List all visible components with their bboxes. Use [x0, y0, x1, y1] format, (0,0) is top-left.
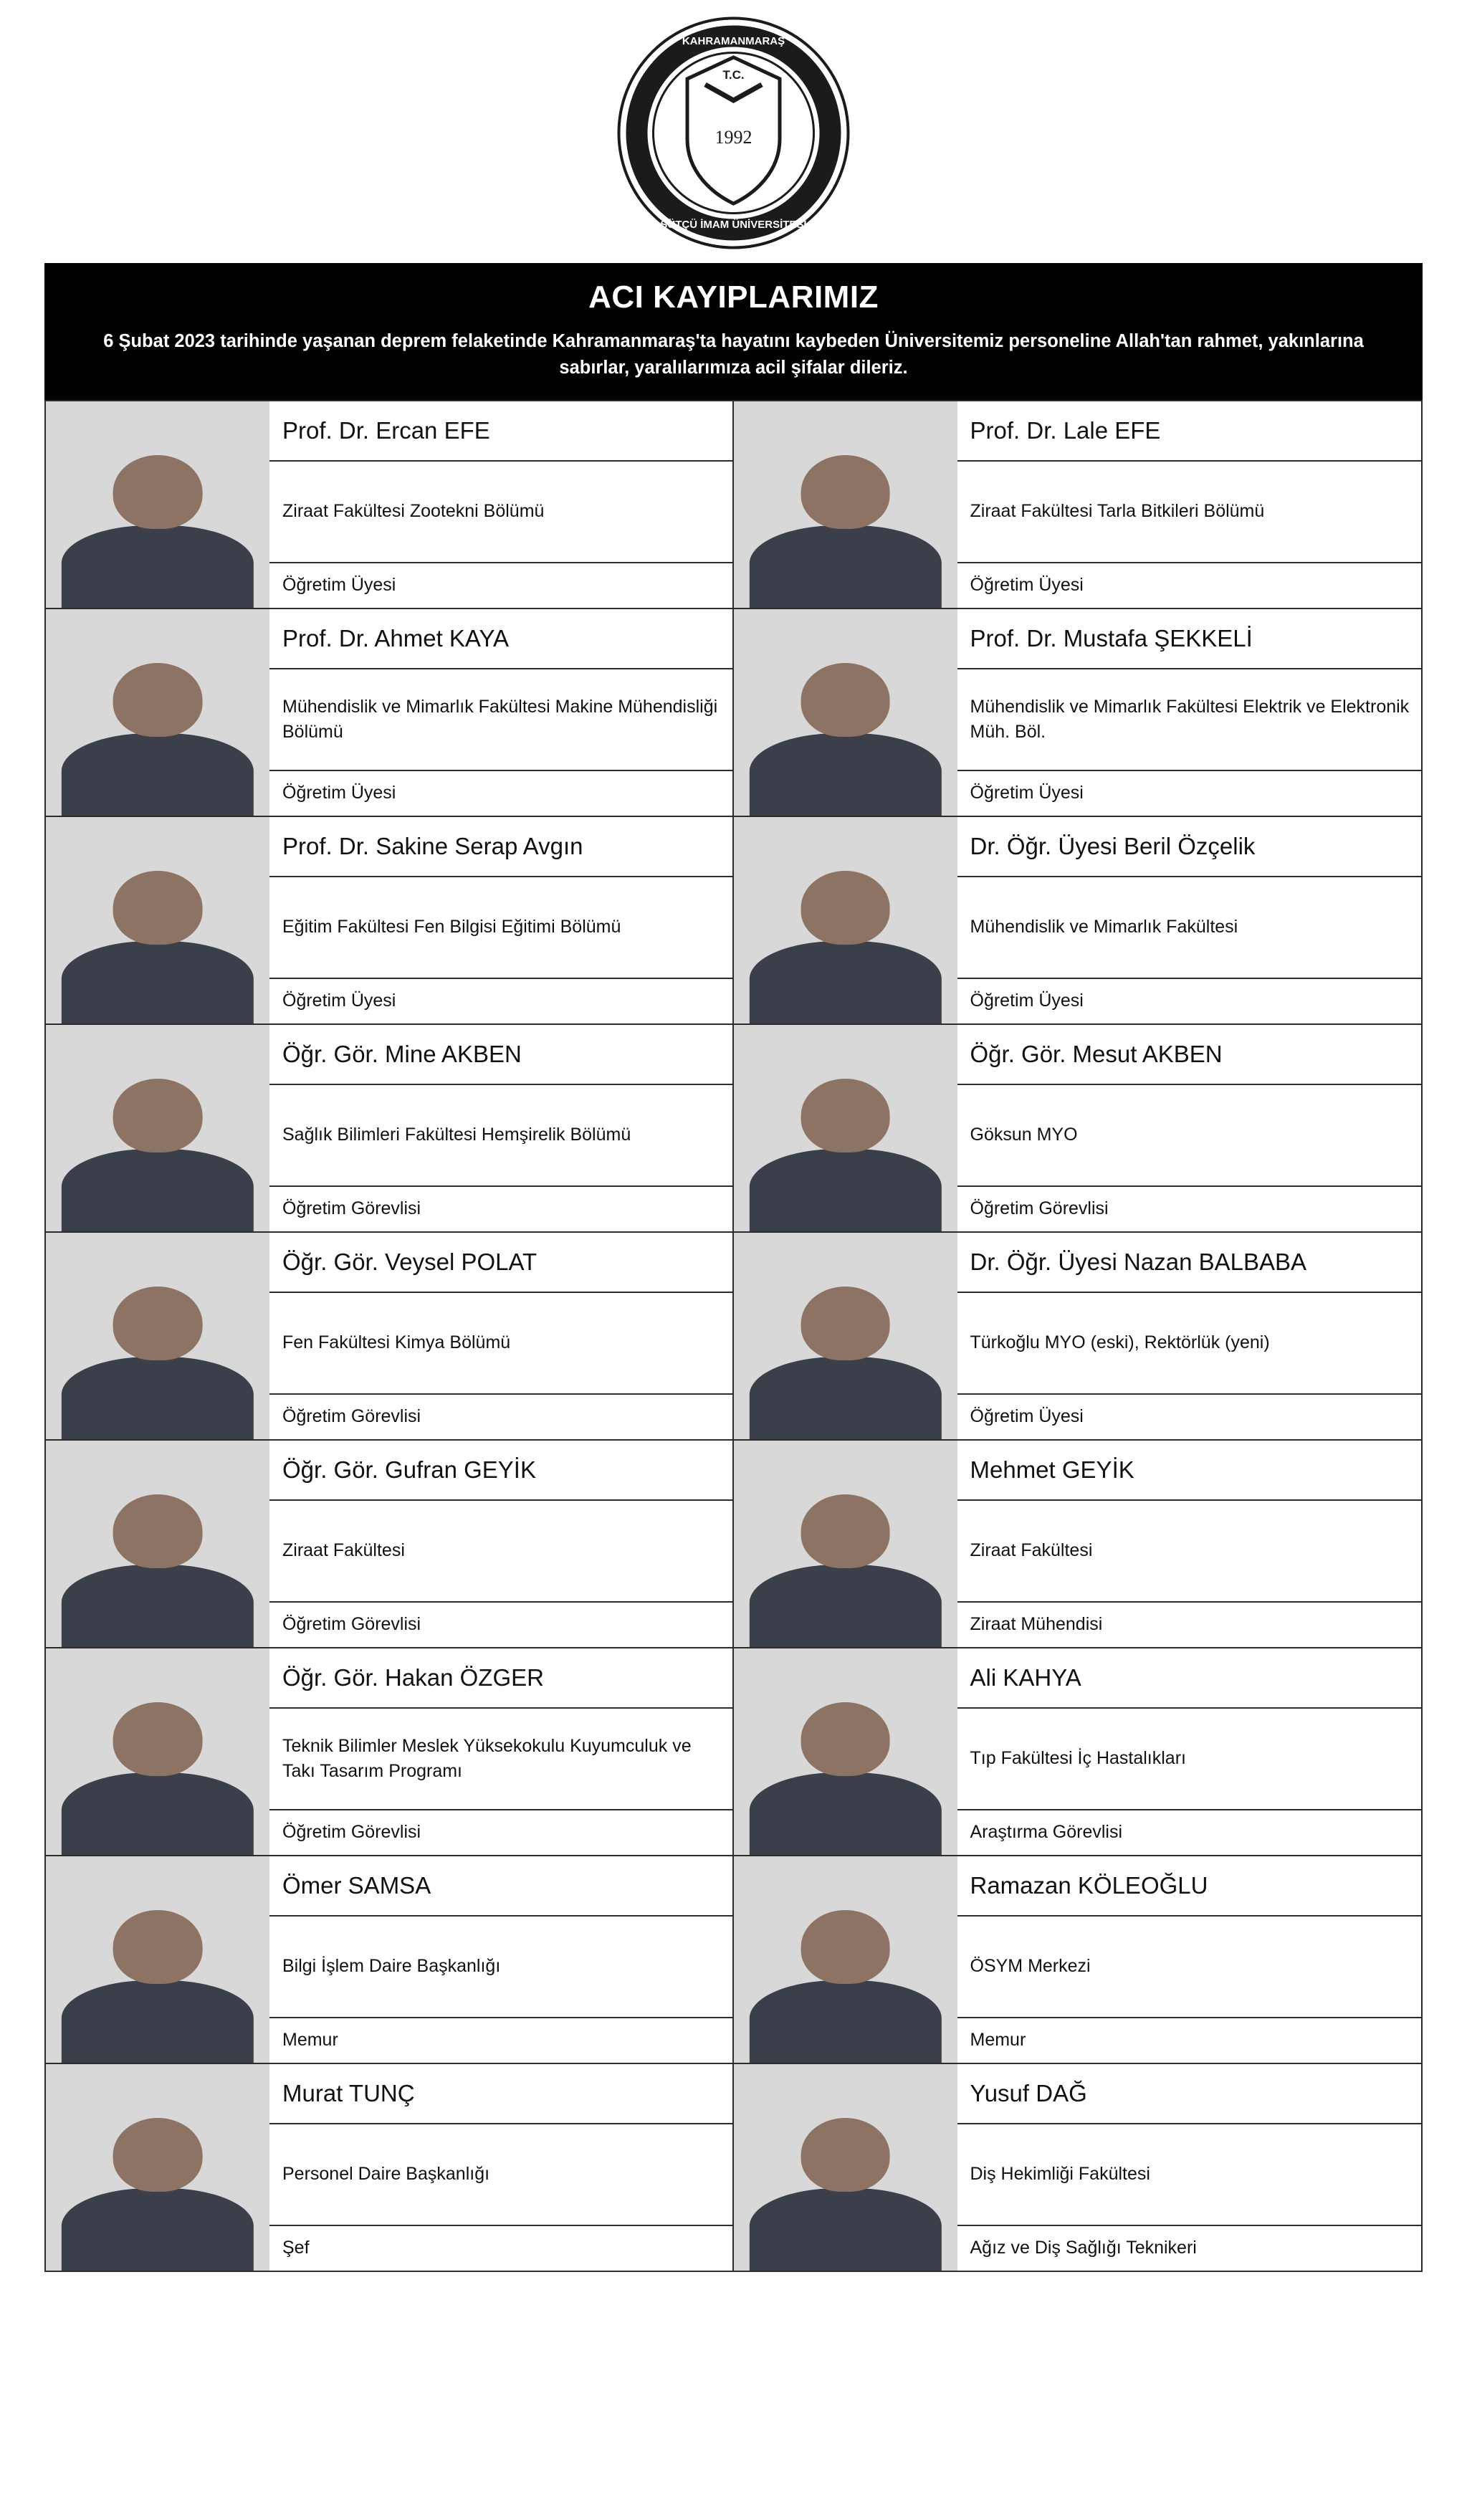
person-card [46, 1439, 734, 1647]
person-card [734, 816, 1422, 1023]
person-department: Diş Hekimliği Fakültesi [957, 2124, 1422, 2226]
person-card [734, 2063, 1422, 2271]
person-department: Bilgi İşlem Daire Başkanlığı [269, 1917, 732, 2018]
person-info [269, 817, 732, 1023]
person-card [734, 608, 1422, 816]
person-title: Öğretim Üyesi [970, 783, 1084, 803]
person-photo [734, 609, 957, 816]
person-department: Ziraat Fakültesi Tarla Bitkileri Bölümü [957, 462, 1422, 563]
person-photo [734, 817, 957, 1023]
person-photo [734, 1856, 957, 2063]
person-name: Dr. Öğr. Üyesi Beril Özçelik [957, 817, 1422, 877]
person-name: Ömer SAMSA [269, 1856, 732, 1917]
person-title: Öğretim Görevlisi [282, 1198, 421, 1219]
person-title: Şef [282, 2238, 310, 2258]
person-name: Öğr. Gör. Hakan ÖZGER [269, 1648, 732, 1709]
person-photo [734, 1233, 957, 1439]
person-title: Memur [970, 2030, 1026, 2051]
person-card [46, 1231, 734, 1439]
person-title: Öğretim Görevlisi [282, 1822, 421, 1843]
person-photo [46, 1648, 269, 1855]
person-name: Ali KAHYA [957, 1648, 1422, 1709]
person-info [957, 609, 1422, 816]
person-name: Mehmet GEYİK [957, 1441, 1422, 1501]
person-info [269, 401, 732, 608]
person-info [957, 817, 1422, 1023]
person-department: Teknik Bilimler Meslek Yüksekokulu Kuyumculuk ve Takı Tasarım Programı [269, 1709, 732, 1810]
person-card [734, 1855, 1422, 2063]
person-info [957, 1856, 1422, 2063]
university-seal-icon [613, 13, 854, 253]
person-info [269, 1233, 732, 1439]
person-photo [46, 401, 269, 608]
person-card [734, 1647, 1422, 1855]
person-name: Öğr. Gör. Gufran GEYİK [269, 1441, 732, 1501]
person-card [734, 1023, 1422, 1231]
person-title: Ağız ve Diş Sağlığı Teknikeri [970, 2238, 1197, 2258]
person-name: Prof. Dr. Lale EFE [957, 401, 1422, 462]
person-photo [734, 1648, 957, 1855]
person-photo [46, 1233, 269, 1439]
person-name: Öğr. Gör. Mesut AKBEN [957, 1025, 1422, 1085]
person-info [269, 2064, 732, 2271]
person-title: Araştırma Görevlisi [970, 1822, 1123, 1843]
person-photo [46, 2064, 269, 2271]
person-title: Öğretim Görevlisi [282, 1406, 421, 1427]
person-photo [46, 1025, 269, 1231]
person-department: Personel Daire Başkanlığı [269, 2124, 732, 2226]
person-title: Öğretim Üyesi [282, 991, 396, 1011]
person-card [734, 1439, 1422, 1647]
person-card [46, 2063, 734, 2271]
person-info [269, 1025, 732, 1231]
person-photo [46, 817, 269, 1023]
logo-area [0, 0, 1467, 263]
person-department: Eğitim Fakültesi Fen Bilgisi Eğitimi Bölümü [269, 877, 732, 979]
person-title: Ziraat Mühendisi [970, 1614, 1103, 1635]
person-info [957, 1025, 1422, 1231]
person-info [269, 1441, 732, 1647]
person-info [269, 609, 732, 816]
person-info [269, 1648, 732, 1855]
person-photo [734, 401, 957, 608]
person-title: Öğretim Görevlisi [282, 1614, 421, 1635]
person-card [46, 400, 734, 608]
page-title: ACI KAYIPLARIMIZ [588, 280, 879, 315]
header-banner [44, 263, 1423, 400]
person-photo [734, 1025, 957, 1231]
person-info [957, 1233, 1422, 1439]
person-card [734, 1231, 1422, 1439]
person-title: Öğretim Üyesi [970, 575, 1084, 596]
svg-text:T.C.: T.C. [722, 68, 745, 82]
person-department: Ziraat Fakültesi Zootekni Bölümü [269, 462, 732, 563]
person-card [46, 1647, 734, 1855]
person-card [46, 1855, 734, 2063]
person-card [46, 1023, 734, 1231]
person-photo [46, 1441, 269, 1647]
person-info [957, 2064, 1422, 2271]
person-title: Öğretim Üyesi [282, 783, 396, 803]
person-name: Prof. Dr. Sakine Serap Avgın [269, 817, 732, 877]
person-info [957, 1441, 1422, 1647]
person-photo [734, 1441, 957, 1647]
person-department: Türkoğlu MYO (eski), Rektörlük (yeni) [957, 1293, 1422, 1395]
person-name: Öğr. Gör. Mine AKBEN [269, 1025, 732, 1085]
person-title: Öğretim Görevlisi [970, 1198, 1109, 1219]
person-department: Tıp Fakültesi İç Hastalıkları [957, 1709, 1422, 1810]
people-grid [44, 400, 1423, 2272]
person-title: Öğretim Üyesi [970, 1406, 1084, 1427]
person-department: Ziraat Fakültesi [957, 1501, 1422, 1603]
person-name: Prof. Dr. Ercan EFE [269, 401, 732, 462]
person-name: Öğr. Gör. Veysel POLAT [269, 1233, 732, 1293]
person-info [269, 1856, 732, 2063]
person-card [46, 816, 734, 1023]
person-photo [46, 609, 269, 816]
person-title: Memur [282, 2030, 338, 2051]
person-info [957, 1648, 1422, 1855]
person-department: ÖSYM Merkezi [957, 1917, 1422, 2018]
person-photo [46, 1856, 269, 2063]
person-name: Prof. Dr. Ahmet KAYA [269, 609, 732, 669]
person-name: Ramazan KÖLEOĞLU [957, 1856, 1422, 1917]
person-department: Mühendislik ve Mimarlık Fakültesi Makine Mühendisliği Bölümü [269, 669, 732, 771]
person-name: Prof. Dr. Mustafa ŞEKKELİ [957, 609, 1422, 669]
person-department: Göksun MYO [957, 1085, 1422, 1187]
person-photo [734, 2064, 957, 2271]
header-subtitle: 6 Şubat 2023 tarihinde yaşanan deprem felaketinde Kahramanmaraş'ta hayatını kaybeden Üniversitemiz personeline Allah'tan rahmet, yakınlarına sabırlar, yaralılarımıza acil şifalar dileriz. [103, 330, 1364, 378]
person-department: Ziraat Fakültesi [269, 1501, 732, 1603]
person-title: Öğretim Üyesi [282, 575, 396, 596]
person-name: Murat TUNÇ [269, 2064, 732, 2124]
person-department: Mühendislik ve Mimarlık Fakültesi [957, 877, 1422, 979]
svg-text:KAHRAMANMARAŞ: KAHRAMANMARAŞ [682, 35, 785, 47]
svg-text:1992: 1992 [715, 127, 752, 148]
person-title: Öğretim Üyesi [970, 991, 1084, 1011]
person-department: Sağlık Bilimleri Fakültesi Hemşirelik Bölümü [269, 1085, 732, 1187]
person-info [957, 401, 1422, 608]
person-department: Fen Fakültesi Kimya Bölümü [269, 1293, 732, 1395]
person-name: Dr. Öğr. Üyesi Nazan BALBABA [957, 1233, 1422, 1293]
person-name: Yusuf DAĞ [957, 2064, 1422, 2124]
svg-text:SÜTÇÜ İMAM ÜNİVERSİTESİ: SÜTÇÜ İMAM ÜNİVERSİTESİ [660, 219, 807, 231]
person-department: Mühendislik ve Mimarlık Fakültesi Elektrik ve Elektronik Müh. Böl. [957, 669, 1422, 771]
person-card [46, 608, 734, 816]
person-card [734, 400, 1422, 608]
